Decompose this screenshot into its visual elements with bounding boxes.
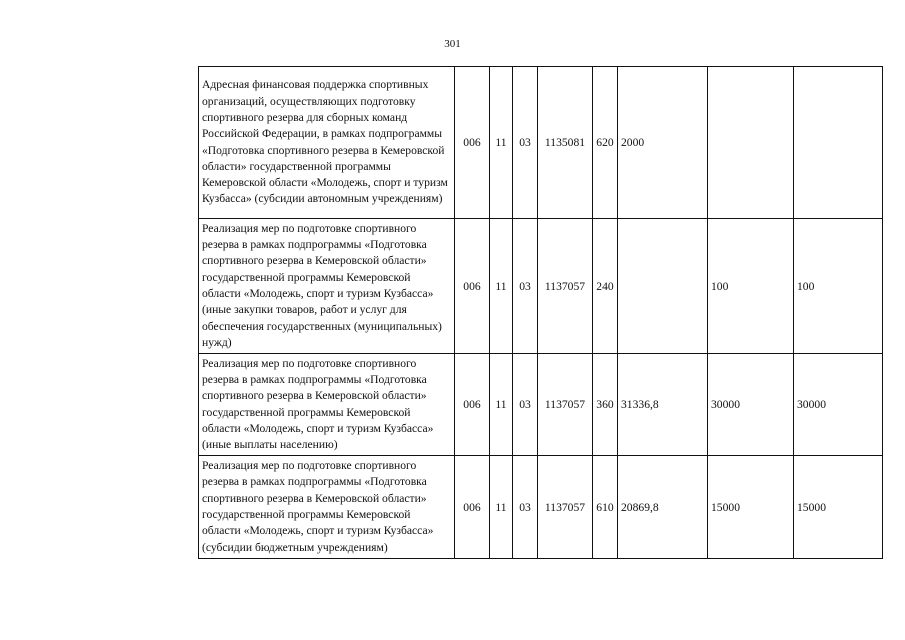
amount-year-1: 2000 (618, 67, 708, 219)
section-code: 11 (490, 354, 513, 456)
ministry-code: 006 (455, 456, 490, 559)
amount-year-1 (618, 219, 708, 354)
subsection-code: 03 (513, 456, 538, 559)
target-code: 1135081 (538, 67, 593, 219)
target-code: 1137057 (538, 219, 593, 354)
amount-year-2: 100 (708, 219, 794, 354)
row-description: Реализация мер по подготовке спортивного резерва в рамках подпрограммы «Подготовка спортивного резерва в Кемеровской области» государственной программы Кемеровской области «Молодежь, спорт и туризм Кузбасса» (субсидии бюджетным учреждениям) (199, 456, 455, 559)
amount-year-1: 20869,8 (618, 456, 708, 559)
budget-table (198, 66, 883, 559)
row-description: Реализация мер по подготовке спортивного резерва в рамках подпрограммы «Подготовка спортивного резерва в Кемеровской области» государственной программы Кемеровской области «Молодежь, спорт и туризм Кузбасса» (иные закупки товаров, работ и услуг для обеспечения государственных (муниципальных) нужд) (199, 219, 455, 354)
subsection-code: 03 (513, 354, 538, 456)
table-row (199, 219, 883, 354)
amount-year-3: 30000 (794, 354, 883, 456)
expense-type-code: 620 (593, 67, 618, 219)
ministry-code: 006 (455, 354, 490, 456)
amount-year-2: 15000 (708, 456, 794, 559)
expense-type-code: 360 (593, 354, 618, 456)
expense-type-code: 610 (593, 456, 618, 559)
amount-year-3: 100 (794, 219, 883, 354)
section-code: 11 (490, 456, 513, 559)
ministry-code: 006 (455, 67, 490, 219)
amount-year-2: 30000 (708, 354, 794, 456)
section-code: 11 (490, 67, 513, 219)
target-code: 1137057 (538, 456, 593, 559)
subsection-code: 03 (513, 219, 538, 354)
table-row (199, 456, 883, 559)
amount-year-1: 31336,8 (618, 354, 708, 456)
section-code: 11 (490, 219, 513, 354)
table-row (199, 354, 883, 456)
amount-year-3 (794, 67, 883, 219)
row-description: Адресная финансовая поддержка спортивных организаций, осуществляющих подготовку спортивного резерва для сборных команд Российской Федерации, в рамках подпрограммы «Подготовка спортивного резерва в Кемеровской области» государственной программы Кемеровской области «Молодежь, спорт и туризм Кузбасса» (субсидии автономным учреждениям) (199, 67, 455, 219)
ministry-code: 006 (455, 219, 490, 354)
page-number: 301 (444, 38, 461, 50)
amount-year-3: 15000 (794, 456, 883, 559)
amount-year-2 (708, 67, 794, 219)
table-row (199, 67, 883, 219)
target-code: 1137057 (538, 354, 593, 456)
expense-type-code: 240 (593, 219, 618, 354)
subsection-code: 03 (513, 67, 538, 219)
row-description: Реализация мер по подготовке спортивного резерва в рамках подпрограммы «Подготовка спортивного резерва в Кемеровской области» государственной программы Кемеровской области «Молодежь, спорт и туризм Кузбасса» (иные выплаты населению) (199, 354, 455, 456)
